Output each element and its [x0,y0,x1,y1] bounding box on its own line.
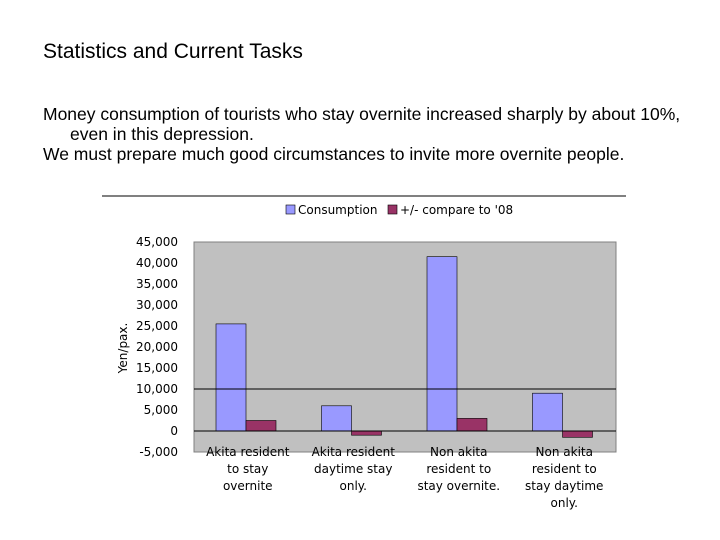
x-category-label: Akita resident [206,445,290,459]
x-category-label: Akita resident [311,445,395,459]
y-tick-label: 15,000 [136,361,178,375]
x-category-label: stay daytime [525,479,604,493]
x-category-label: only. [550,496,578,510]
x-category-label: overnite [222,479,273,493]
x-axis-categories [206,445,603,510]
x-category-label: resident to [531,462,597,476]
x-category-label: only. [339,479,367,493]
bar-consumption-2 [322,406,352,431]
chart-legend [286,203,513,217]
y-tick-label: 10,000 [136,382,178,396]
legend-swatch [286,205,295,214]
slide-title: Statistics and Current Tasks [43,40,303,63]
bar-consumption-4 [533,393,563,431]
x-category-label: to stay [227,462,269,476]
y-axis-ticks [136,235,178,459]
y-tick-label: 0 [170,424,178,438]
bullet-item-1: Money consumption of tourists who stay overnite increased sharply by about 10%, even in this depression. [43,104,681,144]
bar-consumption-3 [427,257,457,431]
bar-change-2 [352,431,382,435]
y-tick-label: 30,000 [136,298,178,312]
y-tick-label: 40,000 [136,256,178,270]
x-category-label: daytime stay [314,462,393,476]
y-tick-label: 45,000 [136,235,178,249]
x-category-label: stay overnite. [417,479,501,493]
y-tick-label: 35,000 [136,277,178,291]
bar-consumption-1 [216,324,246,431]
y-tick-label: 20,000 [136,340,178,354]
x-category-label: Non akita [430,445,488,459]
bar-change-3 [457,418,487,431]
bar-change-1 [246,421,276,432]
bullet-item-2: We must prepare much good circumstances to invite more overnite people. [43,144,625,164]
y-tick-label: 5,000 [143,403,178,417]
legend-swatch [388,205,397,214]
legend-label: Consumption [298,203,378,217]
y-axis-label: Yen/pax. [116,322,130,374]
y-tick-label: 25,000 [136,319,178,333]
legend-label: +/- compare to '08 [400,203,514,217]
y-tick-label: -5,000 [139,445,178,459]
bar-change-4 [563,431,593,437]
x-category-label: Non akita [535,445,593,459]
x-category-label: resident to [426,462,492,476]
